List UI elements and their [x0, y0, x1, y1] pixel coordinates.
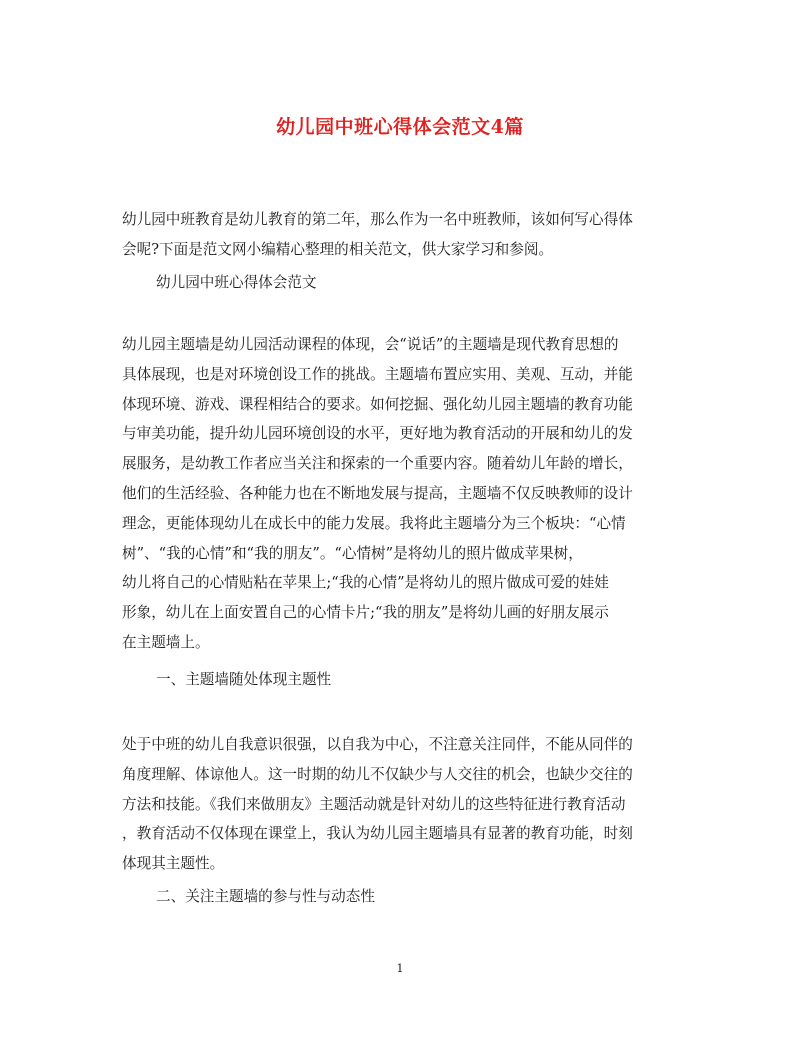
paragraph-line: 理念，更能体现幼儿在成长中的能力发展。我将此主题墙分为三个板块：“心情: [122, 514, 626, 532]
paragraph-line: 处于中班的幼儿自我意识很强，以自我为中心，不注意关注同伴，不能从同伴的: [122, 736, 633, 753]
section-heading-1: 一、主题墙随处体现主题性: [156, 671, 332, 688]
paragraph-line: 他们的生活经验、各种能力也在不断地发展与提高，主题墙不仅反映教师的设计: [122, 484, 633, 502]
paragraph-line: 与审美功能，提升幼儿园环境创设的水平，更好地为教育活动的开展和幼儿的发: [122, 425, 633, 443]
paragraph-line: 树”、“我的心情”和“我的朋友”。“心情树”是将幼儿的照片做成苹果树，: [122, 544, 583, 562]
document-title: 幼儿园中班心得体会范文4篇: [276, 116, 524, 138]
paragraph-line: 体现其主题性。: [122, 855, 225, 873]
paragraph-line: 展服务，是幼教工作者应当关注和探索的一个重要内容。随着幼儿年龄的增长，: [122, 455, 633, 473]
paragraph-line: 具体展现，也是对环境创设工作的挑战。主题墙布置应实用、美观、互动，并能: [122, 365, 633, 383]
body-paragraph-1: [122, 330, 682, 658]
intro-paragraph: [122, 205, 682, 265]
paragraph-line: 体现环境、游戏、课程相结合的要求。如何挖掘、强化幼儿园主题墙的教育功能: [122, 395, 633, 413]
paragraph-line: 幼儿园主题墙是幼儿园活动课程的体现，会“说话”的主题墙是现代教育思想的: [122, 336, 619, 353]
paragraph-line: 角度理解、体谅他人。这一时期的幼儿不仅缺少与人交往的机会，也缺少交往的: [122, 765, 633, 783]
paragraph-line: 方法和技能。《我们来做朋友》主题活动就是针对幼儿的这些特征进行教育活动: [122, 795, 626, 813]
paragraph-line: ，教育活动不仅体现在课堂上，我认为幼儿园主题墙具有显著的教育功能，时刻: [122, 825, 633, 843]
body-paragraph-2: [122, 730, 682, 879]
paragraph-line: 形象，幼儿在上面安置自己的心情卡片;“我的朋友”是将幼儿画的好朋友展示: [122, 604, 609, 622]
page-number: 1: [396, 962, 404, 975]
section-heading-2: 二、关注主题墙的参与性与动态性: [156, 888, 375, 905]
paragraph-line: 幼儿将自己的心情贴粘在苹果上;“我的心情”是将幼儿的照片做成可爱的娃娃: [122, 574, 609, 592]
section-subtitle: 幼儿园中班心得体会范文: [156, 274, 317, 291]
intro-line: 会呢?下面是范文网小编精心整理的相关范文，供大家学习和参阅。: [122, 240, 554, 258]
paragraph-line: 在主题墙上。: [122, 633, 210, 651]
intro-line: 幼儿园中班教育是幼儿教育的第二年，那么作为一名中班教师，该如何写心得体: [122, 211, 633, 228]
